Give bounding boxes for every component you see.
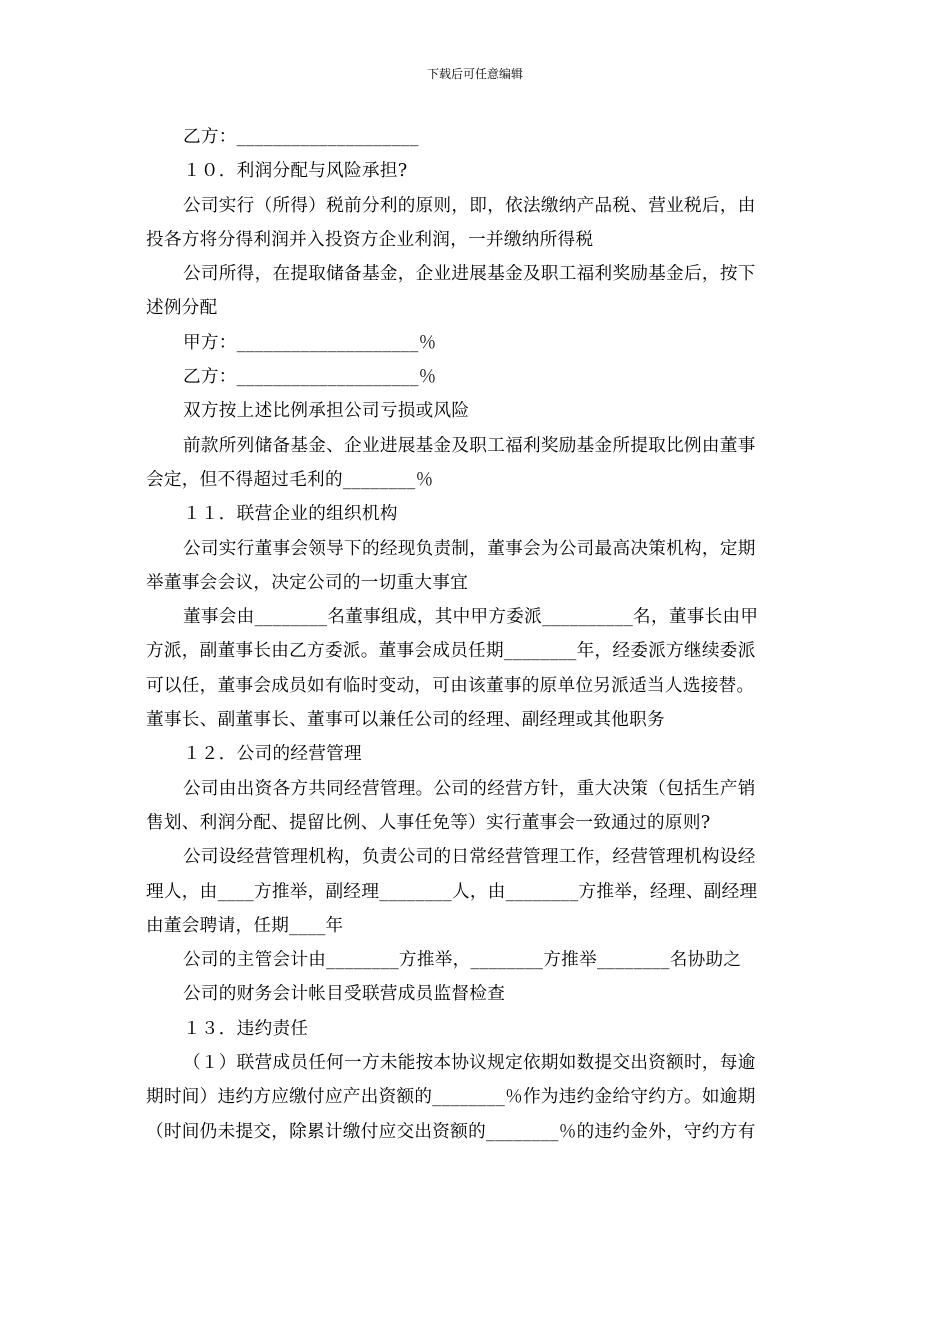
- text-line: （时间仍未提交，除累计缴付应交出资额的________％的违约金外，守约方有: [146, 1121, 756, 1142]
- text-line: 由董会聘请，任期____年: [146, 915, 344, 936]
- text-line: 公司的财务会计帐目受联营成员监督检查: [183, 984, 506, 1005]
- text-line: 举董事会会议，决定公司的一切重大事宜: [146, 572, 469, 593]
- page-header-note: 下载后可任意编辑: [426, 67, 523, 81]
- text-line: １３．违约责任: [183, 1018, 309, 1039]
- text-line: 董事会由________名董事组成，其中甲方委派__________名，董事长由甲: [183, 607, 759, 628]
- text-line: 双方按上述比例承担公司亏损或风险: [183, 401, 470, 422]
- text-line: １２．公司的经营管理: [183, 744, 362, 765]
- text-line: 董事长、副董事长、董事可以兼任公司的经理、副经理或其他职务: [146, 710, 665, 731]
- text-line: 售划、利润分配、提留比例、人事任免等）实行董事会一致通过的原则?: [146, 812, 711, 833]
- text-line: 前款所列储备基金、企业进展基金及职工福利奖励基金所提取比例由董事: [183, 435, 756, 456]
- text-line: １０．利润分配与风险承担?: [183, 161, 408, 182]
- document-body: [146, 120, 810, 1149]
- text-line: 会定，但不得超过毛利的________％: [146, 469, 434, 490]
- text-line: 乙方：____________________％: [183, 367, 437, 388]
- text-line: 投各方将分得利润并入投资方企业利润，一并缴纳所得税: [146, 229, 594, 250]
- text-line: 甲方：____________________％: [183, 332, 437, 353]
- text-line: 乙方：____________________: [183, 127, 419, 147]
- text-line: 期时间）违约方应缴付应产出资额的________％作为违约金给守约方。如逾期: [146, 1087, 756, 1108]
- text-line: 方派，副董事长由乙方委派。董事会成员任期________年，经委派方继续委派: [146, 641, 756, 662]
- text-line: 公司所得，在提取储备基金，企业进展基金及职工福利奖励基金后，按下: [183, 264, 756, 285]
- text-line: （１）联营成员任何一方未能按本协议规定依期如数提交出资额时，每逾: [183, 1053, 756, 1074]
- text-line: 公司实行（所得）税前分利的原则，即，依法缴纳产品税、营业税后，由: [183, 195, 756, 216]
- text-line: １１．联营企业的组织机构: [183, 504, 398, 525]
- text-line: 公司实行董事会领导下的经现负责制，董事会为公司最高决策机构，定期: [183, 538, 756, 559]
- text-line: 公司由出资各方共同经营管理。公司的经营方针，重大决策（包括生产销: [183, 778, 756, 799]
- text-line: 理人，由____方推举，副经理________人，由________方推举，经理、副经理: [146, 881, 758, 902]
- text-line: 可以任，董事会成员如有临时变动，可由该董事的原单位另派适当人选接替。: [146, 675, 755, 696]
- text-line: 述例分配: [146, 298, 218, 319]
- text-line: 公司的主管会计由________方推举，________方推举________名协助之: [183, 950, 742, 971]
- text-line: 公司设经营管理机构，负责公司的日常经营管理工作，经营管理机构设经: [183, 847, 756, 868]
